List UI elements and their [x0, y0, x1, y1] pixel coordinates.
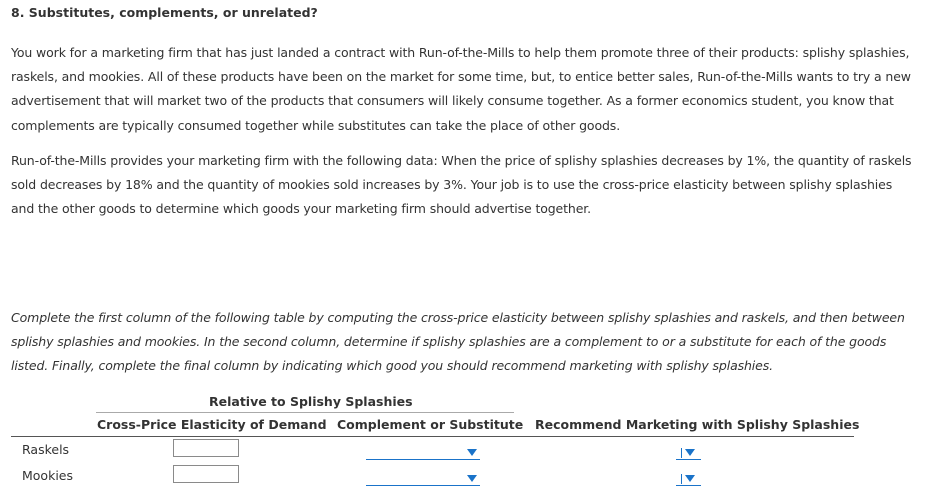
group-header-divider [96, 412, 514, 413]
data-paragraph: Run-of-the-Mills provides your marketing firm with the following data: When the price of splishy splashies decreases by 1%, the quantity of raskels sold decreases by 18% and the quantity of mookies sold increases by 3%. Your job is to use the cross-price elasticity between splishy splashies and the other goods to determine which goods your marketing firm should advertise together. [11, 153, 912, 217]
divider-bar [681, 448, 682, 458]
mookies-elasticity-input[interactable] [173, 465, 239, 483]
column-header-recommend: Recommend Marketing with Splishy Splashies [535, 417, 860, 432]
column-header-complement-substitute: Complement or Substitute [337, 417, 524, 432]
divider-bar [681, 474, 682, 484]
raskels-complement-substitute-dropdown[interactable] [366, 442, 480, 460]
mookies-complement-substitute-dropdown[interactable] [366, 468, 480, 486]
table-group-header: Relative to Splishy Splashies [209, 394, 413, 409]
triangle-down-icon [685, 449, 695, 456]
question-title: 8. Substitutes, complements, or unrelated? [11, 5, 318, 20]
table-header-divider [11, 436, 854, 437]
row-label-mookies: Mookies [22, 468, 73, 483]
row-label-raskels: Raskels [22, 442, 70, 457]
mookies-recommend-dropdown[interactable] [676, 468, 701, 486]
raskels-elasticity-input[interactable] [173, 439, 239, 457]
instructions-paragraph: Complete the first column of the following table by computing the cross-price elasticity between splishy splashies and raskels, and then between splishy splashies and mookies. In the second column, determine if splishy splashies are a complement to or a substitute for each of the goods listed. Finally, complete the final column by indicating which good you should recommend marketing with splishy splashies. [11, 310, 905, 374]
triangle-down-icon [467, 475, 477, 482]
raskels-recommend-dropdown[interactable] [676, 442, 701, 460]
triangle-down-icon [685, 475, 695, 482]
intro-paragraph: You work for a marketing firm that has just landed a contract with Run-of-the-Mills to help them promote three of their products: splishy splashies, raskels, and mookies. All of these products have been on the market for some time, but, to entice better sales, Run-of-the-Mills wants to try a new advertisement that will market two of the products that consumers will likely consume together. As a former economics student, you know that complements are typically consumed together while substitutes can take the place of other goods. [11, 45, 911, 133]
column-header-elasticity: Cross-Price Elasticity of Demand [97, 417, 327, 432]
triangle-down-icon [467, 449, 477, 456]
